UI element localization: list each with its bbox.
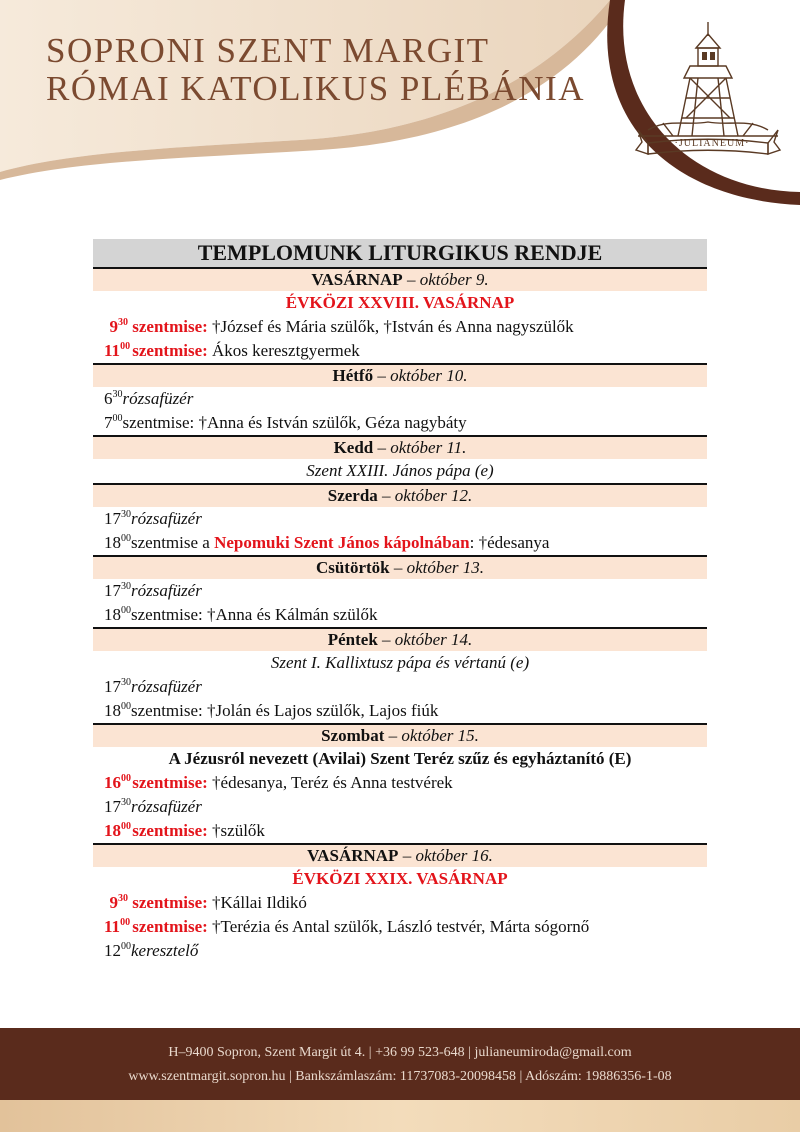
day-name: Szombat [321,726,385,745]
entry-text: †Terézia és Antal szülők, László testvér, Márta sógornő [212,917,590,936]
day-header [93,723,707,747]
entry-time [104,387,123,411]
entry-hour: 17 [104,797,121,816]
parish-title [46,32,606,108]
entry-time [104,531,131,555]
parish-title-line1: SOPRONI SZENT MARGIT [46,31,490,70]
entry-time [104,795,131,819]
schedule-entry [93,603,707,627]
entry-minute: 00 [121,773,131,784]
entry-text: rózsafüzér [131,677,202,696]
entry-time [104,579,131,603]
schedule-entry [93,699,707,723]
feast-line: ÉVKÖZI XXVIII. VASÁRNAP [285,293,515,312]
entry-text: †szülők [212,821,265,840]
entry-intention: : †édesanya [469,533,550,552]
feast-line: Szent I. Kallixtusz pápa és vértanú (e) [270,653,530,672]
entry-minute: 30 [118,317,128,328]
entry-label: szentmise: [132,821,208,840]
entry-text: szentmise: †Jolán és Lajos szülők, Lajos fiúk [131,701,439,720]
entry-text: szentmise: †Anna és István szülők, Géza nagybáty [122,413,467,432]
entry-label: szentmise: [132,917,208,936]
schedule-entry [93,507,707,531]
entry-hour: 18 [104,701,121,720]
schedule-entry [93,579,707,603]
entry-minute: 00 [121,605,131,616]
entry-time [104,771,131,795]
entry-hour: 11 [104,341,121,360]
schedule-entry [93,315,707,339]
entry-hour: 18 [104,533,121,552]
entry-hour: 16 [104,773,121,792]
entry-hour: 18 [104,605,121,624]
schedule-entry [93,771,707,795]
day-date: – október 12. [382,486,473,505]
day-header [93,555,707,579]
day-date: – október 16. [402,846,493,865]
entry-minute: 30 [121,797,131,808]
day-date: – október 11. [377,438,467,457]
entry-time [104,315,128,339]
entry-text: rózsafüzér [131,797,202,816]
entry-time [104,339,131,363]
schedule-title: TEMPLOMUNK LITURGIKUS RENDJE [93,239,707,267]
entry-minute: 00 [121,533,131,544]
entry-hour: 18 [104,821,121,840]
entry-time [104,675,131,699]
entry-hour: 17 [104,509,121,528]
day-name: Péntek [327,630,378,649]
entry-text: keresztelő [131,941,199,960]
entry-minute: 30 [121,677,131,688]
day-header [93,627,707,651]
entry-time [104,915,131,939]
day-name: VASÁRNAP [307,846,399,865]
entry-hour: 12 [104,941,121,960]
parish-title-line2: RÓMAI KATOLIKUS PLÉBÁNIA [46,69,585,108]
entry-minute: 30 [112,389,123,400]
day-name: Kedd [333,438,374,457]
entry-minute: 00 [120,341,131,352]
entry-minute: 00 [112,413,123,424]
entry-hour: 7 [104,413,113,432]
entry-label: szentmise: [132,317,208,336]
logo-caption: ·JULIANEUM· [674,138,750,149]
schedule-entry [93,939,707,963]
entry-minute: 00 [120,917,131,928]
entry-label: szentmise: [132,893,208,912]
footer-contact-line: H–9400 Sopron, Szent Margit út 4. | +36 99 523-648 | julianeumiroda@gmail.com [168,1045,632,1060]
entry-minute: 30 [121,509,131,520]
day-header [93,363,707,387]
feast-line: A Jézusról nevezett (Avilai) Szent Teréz szűz és egyháztanító (E) [168,749,632,768]
entry-time [104,603,131,627]
entry-label: szentmise: [132,341,208,360]
schedule-entry [93,819,707,843]
schedule-entry [93,675,707,699]
entry-hour: 9 [109,317,118,336]
entry-hour: 17 [104,581,121,600]
entry-minute: 00 [121,821,131,832]
entry-hour: 11 [104,917,121,936]
schedule-entry [93,411,707,435]
day-header [93,267,707,291]
schedule-entry [93,339,707,363]
schedule-entry [93,531,707,555]
entry-text: szentmise: †Anna és Kálmán szülők [131,605,378,624]
day-name: Szerda [327,486,378,505]
day-date: – október 15. [388,726,479,745]
footer-band [0,1100,800,1132]
day-date: – október 10. [377,366,468,385]
entry-hour: 6 [104,389,113,408]
entry-minute: 30 [121,581,131,592]
schedule-entry [93,915,707,939]
schedule-entry [93,387,707,411]
entry-text: szentmise a [131,533,210,552]
day-name: VASÁRNAP [311,270,403,289]
schedule-entry [93,795,707,819]
entry-minute: 30 [118,893,128,904]
entry-time [104,699,131,723]
entry-time [104,819,131,843]
day-header [93,843,707,867]
entry-hour: 9 [109,893,118,912]
liturgical-schedule [93,239,707,963]
day-header [93,435,707,459]
day-name: Hétfő [332,366,374,385]
entry-label: szentmise: [132,773,208,792]
footer-web-bank-line: www.szentmargit.sopron.hu | Bankszámlaszám: 11737083-20098458 | Adószám: 19886356-1-08 [128,1069,672,1084]
entry-text: rózsafüzér [131,509,202,528]
feast-line: Szent XXIII. János pápa (e) [306,461,494,480]
feast-line: ÉVKÖZI XXIX. VASÁRNAP [292,869,508,888]
entry-text: †Kállai Ildikó [212,893,307,912]
entry-location: Nepomuki Szent János kápolnában [214,533,470,552]
day-header [93,483,707,507]
entry-minute: 00 [121,701,131,712]
day-date: – október 13. [393,558,485,577]
entry-time [104,891,128,915]
day-date: – október 9. [406,270,489,289]
entry-minute: 00 [121,941,131,952]
entry-text: †József és Mária szülők, †István és Anna nagyszülők [212,317,574,336]
entry-time [104,507,131,531]
entry-text: rózsafüzér [122,389,194,408]
entry-time [104,939,131,963]
entry-text: Ákos keresztgyermek [212,341,360,360]
entry-time [104,411,123,435]
entry-hour: 17 [104,677,121,696]
schedule-entry [93,891,707,915]
day-name: Csütörtök [315,558,390,577]
entry-text: †édesanya, Teréz és Anna testvérek [212,773,453,792]
day-date: – október 14. [382,630,473,649]
footer [0,1028,800,1100]
entry-text: rózsafüzér [131,581,202,600]
